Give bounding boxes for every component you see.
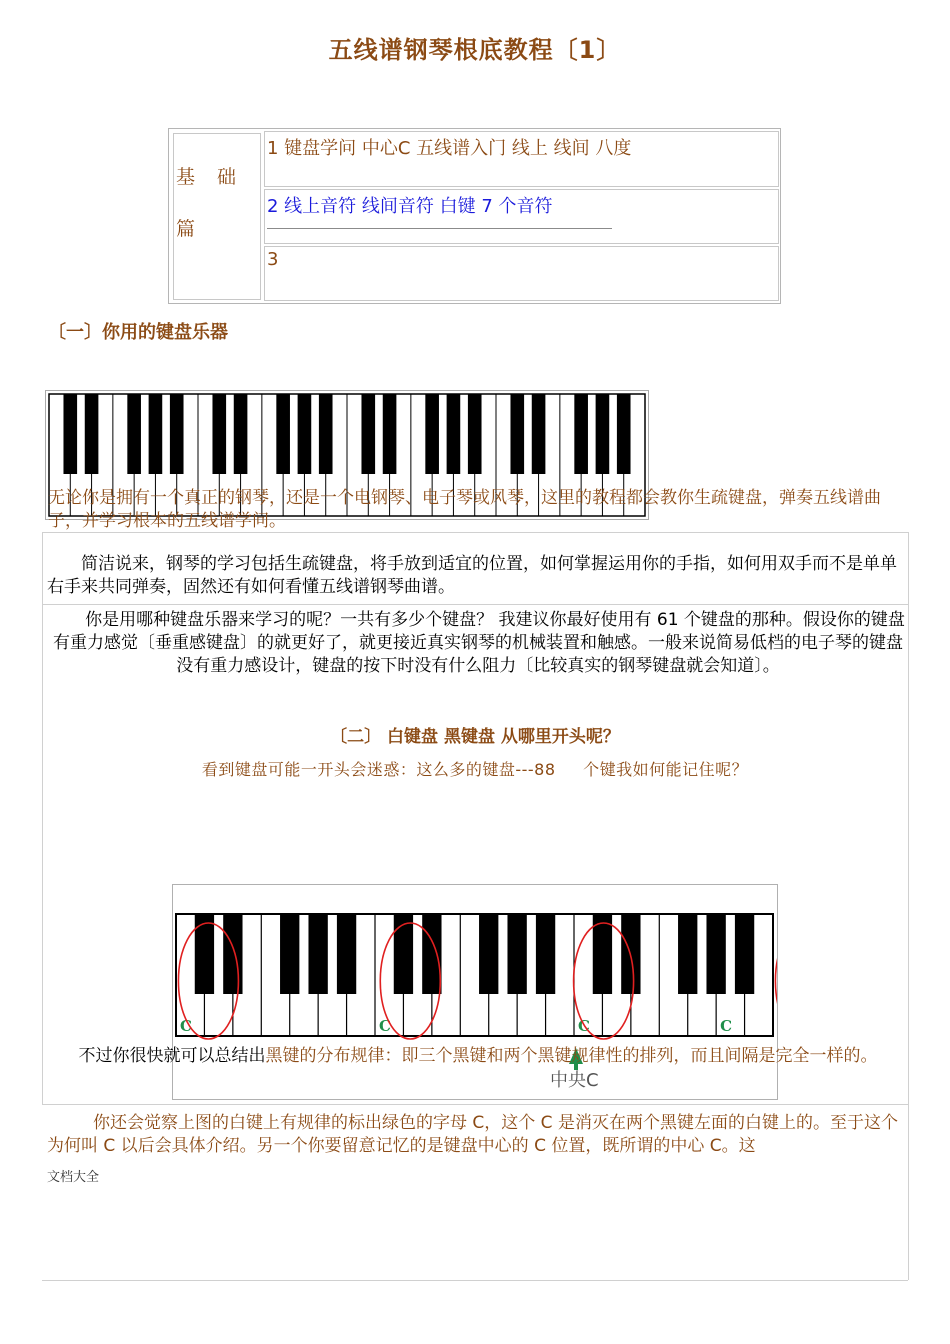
black-key bbox=[127, 394, 141, 474]
black-key bbox=[337, 914, 356, 994]
intro-paragraph: 无论你是拥有一个真正的钢琴，还是一个电钢琴、电子琴或风琴，这里的教程都会教你生疏键盘，弹奏五线谱曲子，并学习根本的五线谱学问。 bbox=[48, 488, 881, 531]
page-title: 五线谱钢琴根底教程〔1〕 bbox=[328, 36, 622, 64]
black-key bbox=[468, 394, 482, 474]
black-key bbox=[85, 394, 99, 474]
contents-row-3-text: 3 bbox=[267, 249, 279, 270]
contents-row-1-text: 1 键盘学问 中心C 五线谱入门 线上 线间 八度 bbox=[267, 138, 632, 159]
contents-label-line2: 篇 bbox=[176, 218, 204, 240]
black-key bbox=[617, 394, 631, 474]
black-key bbox=[234, 394, 248, 474]
black-key bbox=[447, 394, 461, 474]
footer-text: 文档大全 bbox=[47, 1170, 100, 1185]
contents-row-2-underline bbox=[267, 228, 612, 229]
black-key bbox=[706, 914, 725, 994]
black-key bbox=[735, 914, 754, 994]
summary-paragraph-text: 简洁说来，钢琴的学习包括生疏键盘，将手放到适宜的位置，如何掌握运用你的手指，如何用双手而不是单单右手来共同弹奏，固然还有如何看懂五线谱钢琴曲谱。 bbox=[47, 554, 897, 597]
pattern-intro-text: 不过你很快就可以总结出 bbox=[78, 1046, 266, 1066]
black-key bbox=[280, 914, 299, 994]
black-key-pattern-paragraph bbox=[47, 1045, 909, 1068]
section-2-heading: 〔二〕 白键盘 黑键盘 从哪里开头呢？ bbox=[330, 727, 620, 747]
black-key bbox=[425, 394, 439, 474]
black-key bbox=[149, 394, 163, 474]
black-key bbox=[593, 914, 612, 994]
black-key bbox=[510, 394, 524, 474]
contents-row-2-link[interactable] bbox=[264, 189, 779, 244]
contents-row-3[interactable] bbox=[264, 246, 779, 301]
c-key-paragraph bbox=[47, 1112, 909, 1158]
black-key bbox=[574, 394, 588, 474]
black-key bbox=[383, 394, 397, 474]
black-key bbox=[596, 394, 610, 474]
c-key-label: C bbox=[720, 1017, 733, 1035]
c-key-label: C bbox=[180, 1017, 192, 1035]
black-key bbox=[678, 914, 697, 994]
c-key-paragraph-text: 你还会觉察上图的白键上有规律的标出绿色的字母 C，这个 C 是消灭在两个黑键左面的白键上的。至于这个为何叫 C 以后会具体介绍。另一个你要留意记忆的是键盘中心的 C 位置，既所谓的中心 C。这 bbox=[47, 1113, 898, 1156]
black-key bbox=[212, 394, 226, 474]
keyboard-choice-text: 你是用哪种键盘乐器来学习的呢？一共有多少个键盘？ 我建议你最好使用有 61 个键盘的那种。假设你的键盘有重力感觉〔垂重感键盘〕的就更好了，就更接近真实钢琴的机械装置和触感。一般来说简易低档的电子琴的键盘没有重力感设计，键盘的按下时没有什么阻力〔比较真实的钢琴键盘就会知道〕。 bbox=[53, 610, 905, 676]
black-key bbox=[170, 394, 184, 474]
black-key bbox=[422, 914, 441, 994]
pattern-rule-text: 黑键的分布规律：即三个黑键和两个黑键规律性的排列，而且间隔是完全一样的。 bbox=[265, 1046, 878, 1066]
c-key-label: C bbox=[379, 1017, 391, 1035]
middle-c-label: 中央C bbox=[550, 1070, 599, 1091]
black-key bbox=[361, 394, 375, 474]
summary-paragraph bbox=[47, 553, 909, 599]
black-key bbox=[532, 394, 546, 474]
section-1-heading: 〔一〕你用的键盘乐器 bbox=[48, 322, 228, 343]
black-key bbox=[63, 394, 77, 474]
black-key bbox=[536, 914, 555, 994]
black-key bbox=[507, 914, 526, 994]
black-key bbox=[276, 394, 290, 474]
keyboard-choice-paragraph bbox=[47, 609, 909, 678]
contents-row-1[interactable] bbox=[264, 131, 779, 187]
contents-section-label bbox=[173, 133, 261, 300]
black-key bbox=[394, 914, 413, 994]
section-2-subtitle: 看到键盘可能一开头会迷惑：这么多的键盘---88 个键我如何能记住呢？ bbox=[201, 760, 749, 779]
black-key bbox=[479, 914, 498, 994]
contents-label-line1: 基 础 bbox=[176, 166, 245, 188]
black-key bbox=[298, 394, 312, 474]
contents-row-2-text: 2 线上音符 线间音符 白键 7 个音符 bbox=[267, 196, 553, 217]
black-key bbox=[319, 394, 333, 474]
black-key bbox=[308, 914, 327, 994]
black-key bbox=[223, 914, 242, 994]
c-key-label: C bbox=[578, 1017, 590, 1035]
